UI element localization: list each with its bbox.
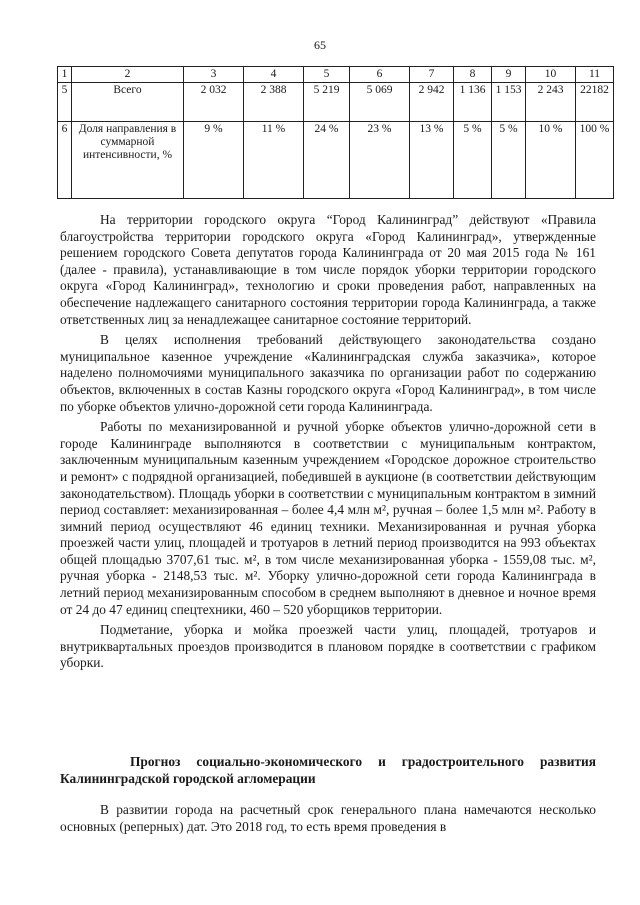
table-header-row — [58, 67, 614, 83]
traffic-table — [57, 66, 614, 199]
table-cell: 22182 — [576, 83, 614, 122]
paragraph: Подметание, уборка и мойка проезжей части улиц, площадей, тротуаров и внутриквартальных проездов производится в плановом порядке в соответствии с графиком уборки. — [60, 622, 596, 671]
table-cell: 1 136 — [454, 83, 492, 122]
table-cell: 5 — [58, 83, 72, 122]
table-cell: 9 — [492, 67, 526, 83]
paragraph: В целях исполнения требований действующего законодательства создано муниципальное казенное учреждение «Калининградская служба заказчика», которое наделено полномочиями муниципального заказчика по организации работ по содержанию объектов, включенных в состав Казны городского округа «Город Калининград», в том числе по уборке объектов улично-дорожной сети города Калининграда. — [60, 332, 596, 414]
table-row — [58, 122, 614, 199]
table-cell: 2 243 — [526, 83, 576, 122]
section-heading: Прогноз социально-экономического и градостроительного развития Калининградской городской агломерации — [60, 754, 596, 786]
table-cell: 8 — [454, 67, 492, 83]
table-cell: 6 — [350, 67, 410, 83]
table-cell: 3 — [184, 67, 244, 83]
table-cell: Доля направления в суммарной интенсивности, % — [72, 122, 184, 199]
table-cell: 1 — [58, 67, 72, 83]
table-cell: 10 % — [526, 122, 576, 199]
table-cell: 5 — [304, 67, 350, 83]
paragraph: На территории городского округа “Город Калининград” действуют «Правила благоустройства территории городского округа «Город Калининград», утвержденные решением городского Совета депутатов города Калининграда от 20 мая 2015 года № 161 (далее - правила), устанавливающие в том числе порядок уборки территории городского округа «Город Калининград», технологию и сроки проведения работ, направленных на обеспечение надлежащего санитарного состояния территории города Калининграда, а также ответственных лиц за ненадлежащее санитарное состояние территорий. — [60, 212, 596, 327]
table-cell: 6 — [58, 122, 72, 199]
table-cell: 5 % — [492, 122, 526, 199]
table-cell: 13 % — [410, 122, 454, 199]
table-cell: 5 % — [454, 122, 492, 199]
paragraph: Работы по механизированной и ручной уборке объектов улично-дорожной сети в городе Калининграде выполняются в соответствии с муниципальным контрактом, заключенным муниципальным казенным учреждением «Городское дорожное строительство и ремонт» с подрядной организацией, победившей в аукционе (в соответствии действующим законодательством). Площадь уборки в соответствии с муниципальным контрактом в зимний период составляет: механизированная – более 4,4 млн м², ручная – более 1,5 млн м². Работу в зимний период осуществляют 46 единиц техники. Механизированная и ручная уборка проезжей части улиц, площадей и тротуаров в летний период производится на 993 объектах общей площадью 3707,61 тыс. м², в том числе механизированная уборка - 1559,08 тыс. м², ручная уборка - 2148,53 тыс. м². Уборку улично-дорожной сети города Калининграда в летний период механизированным способом в среднем выполняют в дневное и ночное время от 24 до 47 единиц спецтехники, 460 – 520 уборщиков территории. — [60, 419, 596, 617]
table-cell: 2 942 — [410, 83, 454, 122]
table-cell: 7 — [410, 67, 454, 83]
table-cell: Всего — [72, 83, 184, 122]
table-cell: 100 % — [576, 122, 614, 199]
body-text-continued — [60, 802, 596, 839]
table-cell: 11 — [576, 67, 614, 83]
table-cell: 2 032 — [184, 83, 244, 122]
table-cell: 24 % — [304, 122, 350, 199]
table-cell: 5 219 — [304, 83, 350, 122]
page-number: 65 — [314, 38, 326, 52]
table-cell: 2 — [72, 67, 184, 83]
table-cell: 2 388 — [244, 83, 304, 122]
table-cell: 11 % — [244, 122, 304, 199]
paragraph: В развитии города на расчетный срок генерального плана намечаются несколько основных (реперных) дат. Это 2018 год, то есть время проведения в — [60, 802, 596, 834]
table-cell: 10 — [526, 67, 576, 83]
table-cell: 4 — [244, 67, 304, 83]
table-cell: 9 % — [184, 122, 244, 199]
table-cell: 1 153 — [492, 83, 526, 122]
table-row — [58, 83, 614, 122]
table-cell: 23 % — [350, 122, 410, 199]
table-cell: 5 069 — [350, 83, 410, 122]
body-text — [60, 212, 596, 676]
